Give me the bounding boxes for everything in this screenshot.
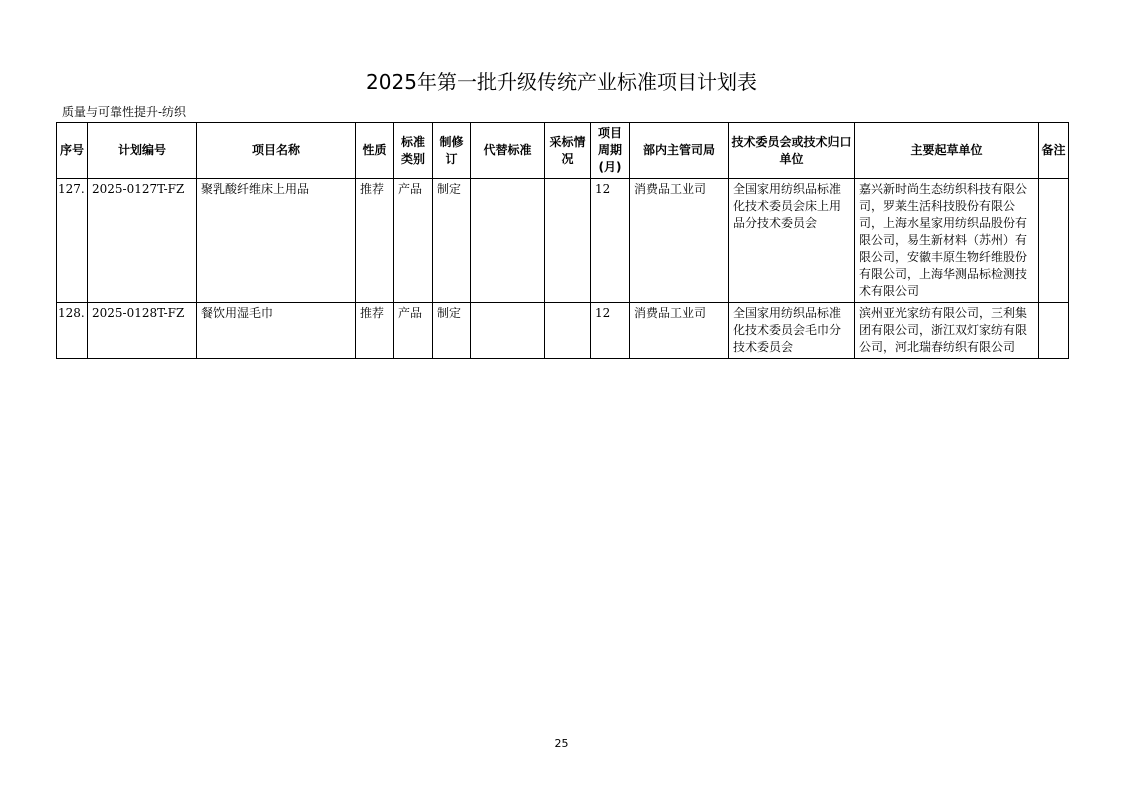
cell-period: 12: [591, 303, 630, 359]
cell-adopt: [545, 179, 591, 303]
cell-plan-no: 2025-0127T-FZ: [88, 179, 197, 303]
cell-seq: 128.: [57, 303, 88, 359]
cell-dept: 消费品工业司: [630, 179, 729, 303]
cell-seq: 127.: [57, 179, 88, 303]
header-revision: 制修订: [433, 123, 471, 179]
header-nature: 性质: [356, 123, 394, 179]
cell-revision: 制定: [433, 303, 471, 359]
cell-replace: [471, 303, 545, 359]
cell-replace: [471, 179, 545, 303]
cell-plan-no: 2025-0128T-FZ: [88, 303, 197, 359]
cell-category: 产品: [394, 303, 433, 359]
cell-drafters: 嘉兴新时尚生态纺织科技有限公司，罗莱生活科技股份有限公司，上海水星家用纺织品股份有限公司，易生新材料（苏州）有限公司，安徽丰原生物纤维股份有限公司，上海华测品标检测技术有限公司: [855, 179, 1039, 303]
cell-drafters: 滨州亚光家纺有限公司，三利集团有限公司，浙江双灯家纺有限公司，河北瑞春纺织有限公司: [855, 303, 1039, 359]
header-category: 标准类别: [394, 123, 433, 179]
header-remark: 备注: [1039, 123, 1069, 179]
cell-remark: [1039, 179, 1069, 303]
header-plan-no: 计划编号: [88, 123, 197, 179]
section-label: 质量与可靠性提升-纺织: [62, 105, 187, 119]
table-row: [57, 303, 1069, 359]
cell-category: 产品: [394, 179, 433, 303]
cell-revision: 制定: [433, 179, 471, 303]
page-title: 2025年第一批升级传统产业标准项目计划表: [366, 70, 757, 94]
cell-period: 12: [591, 179, 630, 303]
cell-adopt: [545, 303, 591, 359]
header-replace: 代替标准: [471, 123, 545, 179]
cell-committee: 全国家用纺织品标准化技术委员会床上用品分技术委员会: [729, 179, 855, 303]
standards-plan-table: [56, 122, 1069, 359]
cell-nature: 推荐: [356, 303, 394, 359]
cell-name: 聚乳酸纤维床上用品: [197, 179, 356, 303]
table-header-row: [57, 123, 1069, 179]
header-adopt: 采标情况: [545, 123, 591, 179]
header-drafters: 主要起草单位: [855, 123, 1039, 179]
cell-committee: 全国家用纺织品标准化技术委员会毛巾分技术委员会: [729, 303, 855, 359]
cell-name: 餐饮用湿毛巾: [197, 303, 356, 359]
cell-dept: 消费品工业司: [630, 303, 729, 359]
header-seq: 序号: [57, 123, 88, 179]
table-row: [57, 179, 1069, 303]
header-committee: 技术委员会或技术归口单位: [729, 123, 855, 179]
page-number: 25: [554, 737, 569, 750]
cell-remark: [1039, 303, 1069, 359]
header-period: 项目周期(月): [591, 123, 630, 179]
cell-nature: 推荐: [356, 179, 394, 303]
header-dept: 部内主管司局: [630, 123, 729, 179]
header-name: 项目名称: [197, 123, 356, 179]
